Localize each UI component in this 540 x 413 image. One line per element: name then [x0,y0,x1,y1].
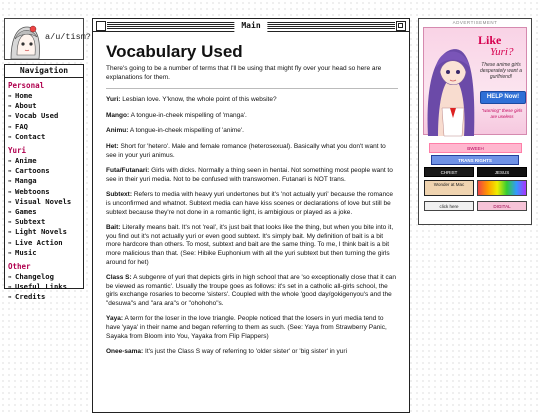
ad-like-text: Like [478,33,502,47]
term-definition: Refers to media with heavy yuri undertones but it's 'not actually yuri' because the romance is unconfirmed and whatnot. Subtext media can have kiss scenes or declarations of love but still be subtext because they're not done in a romantic light, is ambigious or played as a joke. [106,191,393,216]
term-definition: Girls with dicks. Normally a thing seen in hentai. Not something most people want to see in their yuri media. Not to be confused with transwomen. Futanari is NOT trans. [106,167,393,183]
arrow-right-icon: ➡ [8,284,12,292]
button-88x31-rainbow[interactable] [477,180,527,196]
term-entry-bait [106,224,398,267]
nav-link-subtext[interactable]: ➡ Subtext [8,217,46,227]
button-88x31-bweeh[interactable]: BWEEH [429,143,522,153]
nav-section-yuri: Yuri [8,146,27,156]
nav-link-useful-links[interactable]: ➡ Useful Links [8,282,67,292]
ad-yuri-text: Yuri? [490,46,514,58]
arrow-right-icon: ➡ [8,103,12,111]
nav-link-credits[interactable]: ➡ Credits [8,292,46,302]
button-88x31-digital[interactable]: DIGITAL [477,201,527,211]
nav-link-contact[interactable]: ➡ Contact [8,131,46,141]
button-88x31-christ[interactable]: CHRIST [424,167,474,177]
nav-link-games[interactable]: ➡ Games [8,207,37,217]
term-entry-yaya [106,315,398,341]
nav-link-anime[interactable]: ➡ Anime [8,156,37,166]
term-label: Yaya: [106,315,123,323]
button-88x31-wonder-mac[interactable]: Wonder at Mac [424,180,474,196]
nav-link-vocab-used[interactable]: ➡ Vocab Used [8,111,59,121]
page-title: Vocabulary Used [106,42,243,61]
anime-girl-illustration-icon [424,28,478,136]
term-label: Bait: [106,224,121,232]
term-label: Het: [106,142,119,150]
page-intro: There's going to be a number of terms that I'll be using that might fly over your head so here are explanations for them. [106,65,398,89]
advertisement-panel [418,18,532,225]
navigation-header: Navigation [5,65,83,78]
term-entry-subtext [106,191,398,217]
anime-girl-portrait-icon [5,19,45,59]
arrow-right-icon: ➡ [8,93,12,100]
main-window [92,18,410,413]
term-entry-futa [106,167,398,184]
nav-link-light-novels[interactable]: ➡ Light Novels [8,227,67,237]
nav-link-live-action[interactable]: ➡ Live Action [8,237,63,247]
window-close-icon[interactable] [96,21,106,31]
term-label: Class S: [106,274,132,282]
term-label: Subtext: [106,191,132,199]
term-entry-yuri [106,96,398,105]
ad-tagline: These anime girls desperately want a gurlfriend! [480,62,522,81]
term-definition: Short for 'hetero'. Male and female romance (heterosexual). Basically what you don't want to see in your yuri animus. [106,142,386,159]
nav-link-music[interactable]: ➡ Music [8,247,37,257]
window-title: Main [234,19,267,32]
ad-help-button[interactable]: HELP Now! [480,91,526,104]
arrow-right-icon: ➡ [8,274,12,282]
term-definition: It's just the Class S way of referring to 'older sister' or 'big sister' in yuri [145,348,348,356]
term-entry-mango [106,112,398,121]
arrow-right-icon: ➡ [8,123,12,131]
term-definition: Lesbian love. Y'know, the whole point of this website? [122,96,277,104]
term-label: Futa/Futanari: [106,167,150,175]
arrow-right-icon: ➡ [8,249,12,257]
arrow-right-icon: ➡ [8,113,12,121]
arrow-right-icon: ➡ [8,158,12,166]
page-content [93,32,409,357]
nav-link-about[interactable]: ➡ About [8,101,37,111]
term-definition: A term for the loser in the love triangle. People noticed that the losers in yuri media tend to have 'yaya' in their name and began referring to them as such. (See: Yaya from Strawberry Panic, Sayaka from Bloom into You, Yayaka from Flip Flappers) [106,315,387,340]
arrow-right-icon: ➡ [8,133,12,141]
term-label: Animu: [106,127,129,135]
ad-warning-text: "warning" these girls are useless [481,108,523,119]
arrow-right-icon: ➡ [8,209,12,217]
term-label: Onee-sama: [106,348,144,356]
navigation-panel [4,64,84,302]
term-definition: A subgenre of yuri that depicts girls in high school that are 'so exceptionally close that it can be viewed as romantic'. Usually the troupe goes as follows: it's set in a catholic all-girls school, the girls exchange rosaries to become 'sisters'. Coupled with the whole 'good day/gokigenyou's and the "desuwa"s and "ara ara"s or "ohohoho"s. [106,274,396,307]
term-definition: Literally means bait. It's not 'real', it's just bait that looks like the thing, but when you bite into it, you find out it's not actually yuri or even good subtext. It's simply bait. My definition of bait is a bit more hardcore than others. To most, subtext and bait are the same thing. To me, I think bait is a bit more malicious than that. (See: Hibike Euphonium with all the yuri subtext but then turning the girls around for het) [106,224,394,266]
term-entry-class-s [106,274,398,308]
term-definition: A tongue-in-cheek mispelling of 'manga'. [130,111,247,119]
arrow-right-icon: ➡ [8,239,12,247]
term-entry-het [106,143,398,160]
button-88x31-jesus[interactable]: JESUS [477,167,527,177]
arrow-right-icon: ➡ [8,168,12,176]
nav-link-changelog[interactable]: ➡ Changelog [8,272,54,282]
nav-link-cartoons[interactable]: ➡ Cartoons [8,166,50,176]
arrow-right-icon: ➡ [8,294,12,302]
nav-link-faq[interactable]: ➡ FAQ [8,121,28,131]
term-label: Yuri: [106,96,121,104]
nav-section-other: Other [8,262,31,272]
window-zoom-icon[interactable] [396,21,406,31]
arrow-right-icon: ➡ [8,229,12,237]
nav-section-personal: Personal [8,81,45,90]
nav-link-visual-novels[interactable]: ➡ Visual Novels [8,196,72,206]
ad-label: ADVERTISEMENT [452,20,498,25]
term-label: Mango: [106,111,130,119]
arrow-right-icon: ➡ [8,188,12,196]
nav-link-home[interactable]: ➡ Home [8,91,33,100]
term-definition: A tongue-in-cheek mispelling of 'anime'. [129,127,244,135]
button-88x31-trans-rights[interactable]: TRANS RIGHTS [431,155,519,165]
button-88x31-click-here[interactable]: click here [424,201,474,211]
logo-text: a/u/tism? [45,32,91,42]
term-entry-onee-sama [106,348,398,357]
ad-banner[interactable] [423,27,527,135]
window-titlebar[interactable] [93,19,409,32]
arrow-right-icon: ➡ [8,198,12,206]
arrow-right-icon: ➡ [8,178,12,186]
nav-link-manga[interactable]: ➡ Manga [8,176,37,186]
arrow-right-icon: ➡ [8,219,12,227]
term-entry-animu [106,127,398,136]
nav-link-webtoons[interactable]: ➡ Webtoons [8,186,50,196]
site-logo[interactable] [4,18,91,60]
